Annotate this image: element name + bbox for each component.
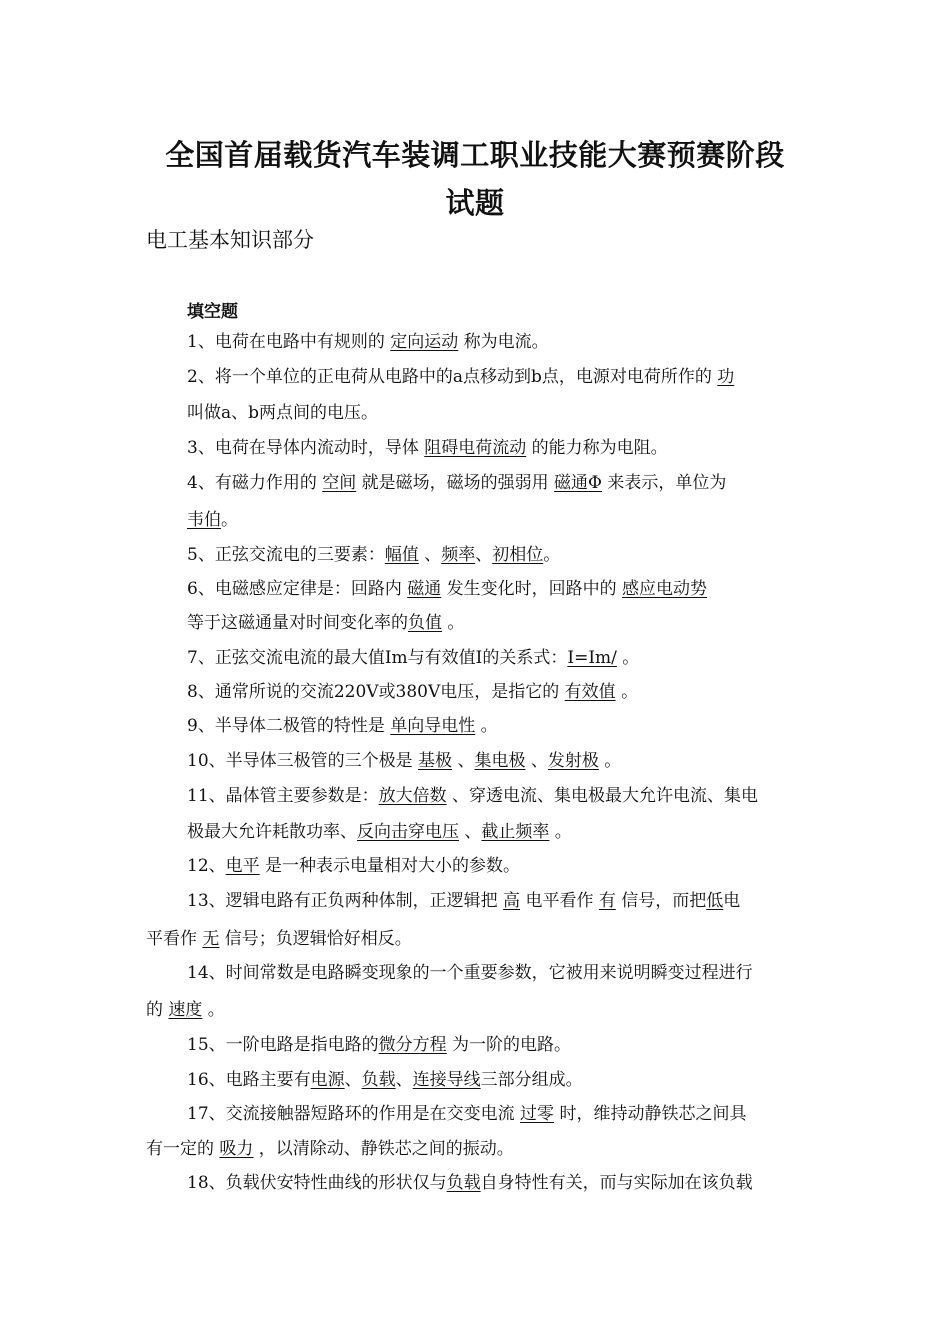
text-line bbox=[187, 962, 753, 984]
line-text: 。 bbox=[616, 648, 640, 668]
text-line bbox=[187, 366, 734, 388]
answer-blank: 放大倍数 bbox=[378, 786, 447, 806]
answer-blank: 集电极 bbox=[474, 751, 526, 771]
line-text: 时，维持动静铁芯之间具 bbox=[554, 1104, 747, 1124]
text-line bbox=[146, 1138, 514, 1160]
text-line bbox=[187, 681, 638, 703]
line-text: 8、通常所说的交流220V或380V电压，是指它的 bbox=[187, 682, 565, 702]
answer-blank: 无 bbox=[202, 929, 220, 949]
line-text: 发生变化时，回路中的 bbox=[441, 579, 623, 599]
answer-blank: 频率 bbox=[441, 545, 476, 565]
line-text: 6、电磁感应定律是：回路内 bbox=[187, 579, 408, 599]
line-text: 有一定的 bbox=[146, 1139, 220, 1159]
line-text: 11、晶体管主要参数是： bbox=[187, 786, 379, 806]
text-line bbox=[187, 402, 378, 424]
answer-blank: 基极 bbox=[418, 751, 453, 771]
text-line bbox=[187, 1034, 571, 1056]
line-text: 4、有磁力作用的 bbox=[187, 473, 323, 493]
line-text: 。 bbox=[221, 510, 238, 530]
text-line bbox=[187, 750, 621, 772]
line-text: 的 bbox=[146, 1000, 169, 1020]
line-text: 、 bbox=[525, 751, 548, 771]
text-line bbox=[187, 578, 707, 600]
answer-blank: 磁通Φ bbox=[554, 473, 602, 493]
answer-blank: 负载 bbox=[446, 1173, 481, 1193]
text-line bbox=[146, 999, 225, 1021]
answer-blank: 负载 bbox=[361, 1070, 396, 1090]
text-line bbox=[187, 472, 726, 494]
text-line bbox=[187, 785, 758, 807]
answer-blank: 初相位 bbox=[492, 545, 544, 565]
line-text: 2、将一个单位的正电荷从电路中的a点移动到b点，电源对电荷所作的 bbox=[187, 367, 718, 387]
line-text: 14、时间常数是电路瞬变现象的一个重要参数，它被用来说明瞬变过程进行 bbox=[187, 963, 753, 983]
line-text: 信号，而把 bbox=[615, 891, 707, 911]
answer-blank: 空间 bbox=[322, 473, 357, 493]
line-text: 12、 bbox=[187, 856, 226, 876]
text-line bbox=[187, 715, 498, 737]
text-line bbox=[187, 647, 639, 669]
line-text: 来表示，单位为 bbox=[601, 473, 727, 493]
answer-blank: 电平 bbox=[225, 856, 260, 876]
text-line bbox=[187, 855, 520, 877]
line-text: 7、正弦交流电流的最大值Im与有效值I的关系式： bbox=[187, 648, 568, 668]
title-line-2: 试题 bbox=[445, 186, 505, 220]
section-heading: 电工基本知识部分 bbox=[146, 228, 314, 252]
line-text: 、 bbox=[459, 822, 482, 842]
subheading: 填空题 bbox=[187, 302, 238, 322]
answer-blank: 高 bbox=[503, 891, 521, 911]
text-line bbox=[187, 1103, 746, 1125]
line-text: 1、电荷在电路中有规则的 bbox=[187, 332, 391, 352]
answer-blank: 负值 bbox=[408, 613, 442, 633]
answer-blank: 速度 bbox=[168, 1000, 203, 1020]
line-text: 、 bbox=[452, 751, 475, 771]
line-text: 。 bbox=[475, 716, 498, 736]
line-text: 的能力称为电阻。 bbox=[526, 438, 668, 458]
text-line bbox=[187, 890, 740, 912]
line-text: 、 bbox=[344, 1070, 362, 1090]
line-text: 、 bbox=[475, 545, 493, 565]
text-line bbox=[187, 509, 238, 531]
answer-blank: I=Im/ bbox=[567, 648, 617, 668]
title-line-1: 全国首届载货汽车装调工职业技能大赛预赛阶段 bbox=[165, 138, 785, 172]
answer-blank: 韦伯 bbox=[187, 510, 221, 530]
answer-blank: 低 bbox=[706, 891, 724, 911]
line-text: 18、负载伏安特性曲线的形状仅与 bbox=[187, 1173, 447, 1193]
line-text: 、 bbox=[395, 1070, 413, 1090]
text-line bbox=[187, 1172, 753, 1194]
text-line bbox=[187, 612, 464, 634]
answer-blank: 电源 bbox=[310, 1070, 345, 1090]
answer-blank: 微分方程 bbox=[378, 1035, 447, 1055]
answer-blank: 磁通 bbox=[407, 579, 442, 599]
answer-blank: 有效值 bbox=[564, 682, 616, 702]
line-text: 为一阶的电路。 bbox=[446, 1035, 572, 1055]
answer-blank: 吸力 bbox=[219, 1139, 254, 1159]
line-text: 5、正弦交流电的三要素： bbox=[187, 545, 385, 565]
line-text: 三部分组成。 bbox=[480, 1070, 583, 1090]
line-text: 16、电路主要有 bbox=[187, 1070, 311, 1090]
line-text: 叫做a、b两点间的电压。 bbox=[187, 403, 379, 423]
line-text: 电平看作 bbox=[520, 891, 599, 911]
answer-blank: 连接导线 bbox=[412, 1070, 481, 1090]
line-text: 17、交流接触器短路环的作用是在交变电流 bbox=[187, 1104, 521, 1124]
answer-blank: 发射极 bbox=[547, 751, 599, 771]
line-text: 就是磁场，磁场的强弱用 bbox=[356, 473, 555, 493]
line-text: 自身特性有关，而与实际加在该负载 bbox=[480, 1173, 753, 1193]
answer-blank: 过零 bbox=[520, 1104, 555, 1124]
answer-blank: 感应电动势 bbox=[622, 579, 708, 599]
text-line bbox=[146, 928, 412, 950]
line-text: ，以清除动、静铁芯之间的振动。 bbox=[253, 1139, 514, 1159]
line-text: 10、半导体三极管的三个极是 bbox=[187, 751, 419, 771]
line-text: 。 bbox=[598, 751, 622, 771]
line-text: 称为电流。 bbox=[458, 332, 549, 352]
text-line bbox=[187, 1069, 583, 1091]
text-line bbox=[187, 821, 572, 843]
line-text: 、穿透电流、集电极最大允许电流、集电 bbox=[446, 786, 759, 806]
line-text: 。 bbox=[615, 682, 639, 702]
answer-blank: 定向运动 bbox=[390, 332, 459, 352]
line-text: 极最大允许耗散功率、 bbox=[187, 822, 357, 842]
line-text: 15、一阶电路是指电路的 bbox=[187, 1035, 379, 1055]
line-text: 等于这磁通量对时间变化率的 bbox=[187, 613, 408, 633]
line-text: 。 bbox=[549, 822, 572, 842]
line-text: 13、逻辑电路有正负两种体制，正逻辑把 bbox=[187, 891, 504, 911]
answer-blank: 阻碍电荷流动 bbox=[424, 438, 527, 458]
line-text: 电 bbox=[723, 891, 741, 911]
text-line bbox=[187, 437, 668, 459]
line-text: 、 bbox=[418, 545, 442, 565]
line-text: 3、电荷在导体内流动时，导体 bbox=[187, 438, 425, 458]
line-text: 。 bbox=[442, 613, 465, 633]
answer-blank: 幅值 bbox=[384, 545, 419, 565]
answer-blank: 反向击穿电压 bbox=[357, 822, 459, 842]
line-text: 。 bbox=[202, 1000, 225, 1020]
line-text: 平看作 bbox=[146, 929, 203, 949]
line-text: 信号；负逻辑恰好相反。 bbox=[219, 929, 412, 949]
line-text: 。 bbox=[543, 545, 561, 565]
line-text: 9、半导体二极管的特性是 bbox=[187, 716, 391, 736]
text-line bbox=[187, 331, 549, 353]
answer-blank: 单向导电性 bbox=[390, 716, 476, 736]
answer-blank: 截止频率 bbox=[481, 822, 550, 842]
text-line bbox=[187, 544, 560, 566]
answer-blank: 功 bbox=[717, 367, 735, 387]
answer-blank: 有 bbox=[598, 891, 616, 911]
line-text: 是一种表示电量相对大小的参数。 bbox=[259, 856, 521, 876]
